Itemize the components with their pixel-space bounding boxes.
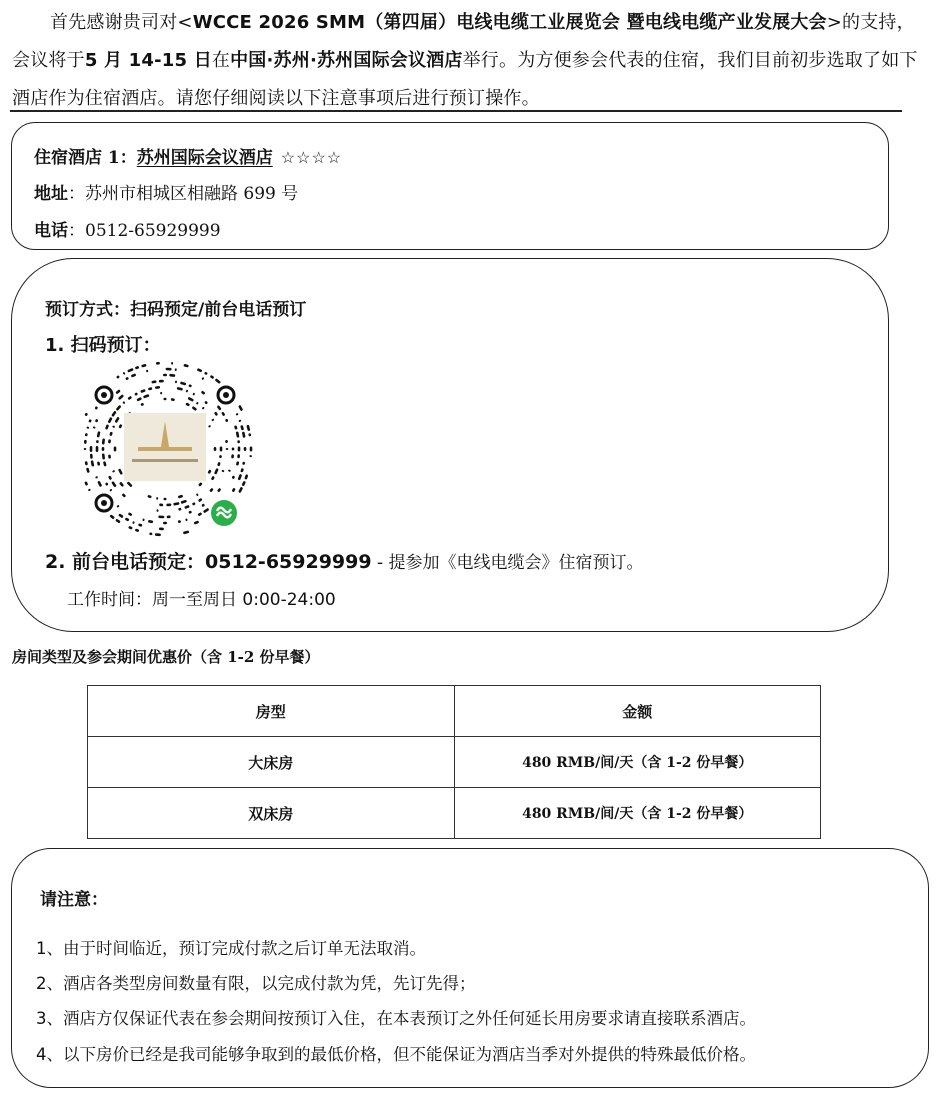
hotel-address-line (34, 179, 298, 204)
booking-method-box (11, 258, 889, 632)
hotel-phone: ：0512-65929999 (68, 221, 221, 241)
room-type-cell: 双床房 (88, 788, 455, 839)
front-desk-note: - 提参加《电线电缆会》住宿预订。 (371, 553, 644, 573)
star-rating: ☆☆☆☆ (280, 148, 343, 167)
intro-text-2: >的支持，会议将于 (12, 12, 915, 71)
room-price-title: 房间类型及参会期间优惠价（含 1-2 份早餐） (12, 648, 320, 666)
intro-text-1: 首先感谢贵司对< (50, 12, 193, 33)
hotel-label: 住宿酒店 1： (34, 148, 137, 168)
hotel-info-box (11, 122, 889, 250)
notice-item: 1、由于时间临近，预订完成付款之后订单无法取消。 (36, 939, 426, 958)
room-type-cell: 大床房 (88, 737, 455, 788)
working-hours: 工作时间：周一至周日 0:00-24:00 (67, 590, 336, 610)
intro-text-3: 在 (211, 50, 231, 71)
header-room-type: 房型 (88, 686, 455, 737)
hotel-name-line (34, 143, 342, 168)
wechat-mini-program-icon (211, 500, 237, 526)
price-cell: 480 RMB/间/天（含 1-2 份早餐） (454, 737, 821, 788)
mini-program-qr-code[interactable] (76, 361, 254, 539)
hotel-phone-line (34, 216, 221, 241)
intro-text-4: 举行。为方便参会代表的住宿，我们目前初步选取了如下酒店作为住宿酒店。请您仔细阅读以下注意事项后进行预订操作。 (12, 50, 918, 109)
scan-booking-label: 1. 扫码预订： (45, 335, 161, 356)
intro-paragraph (12, 4, 930, 118)
event-date: 5 月 14-15 日 (84, 50, 212, 71)
booking-title: 预订方式：扫码预定/前台电话预订 (45, 300, 307, 320)
notice-title: 请注意： (40, 890, 108, 910)
notice-item: 2、酒店各类型房间数量有限，以完成付款为凭，先订先得； (36, 974, 476, 993)
room-price-table (87, 685, 821, 839)
event-venue: 中国·苏州·苏州国际会议酒店 (230, 50, 463, 71)
header-price: 金额 (454, 686, 821, 737)
table-row (88, 737, 821, 788)
hotel-address: ：苏州市相城区相融路 699 号 (68, 184, 299, 204)
price-cell: 480 RMB/间/天（含 1-2 份早餐） (454, 788, 821, 839)
phone-label: 电话 (34, 221, 68, 241)
notice-box (11, 848, 929, 1088)
hotel-name: 苏州国际会议酒店 (136, 148, 273, 168)
front-desk-booking (45, 547, 644, 574)
table-header-row (88, 686, 821, 737)
event-name: WCCE 2026 SMM（第四届）电线电缆工业展览会 暨电线电缆产业发展大会 (192, 12, 827, 33)
address-label: 地址 (34, 184, 68, 204)
table-row (88, 788, 821, 839)
front-desk-phone: 2. 前台电话预定：0512-65929999 (45, 551, 372, 573)
divider-line (10, 110, 902, 112)
notice-item: 4、以下房价已经是我司能够争取到的最低价格，但不能保证为酒店当季对外提供的特殊最低价格。 (36, 1045, 756, 1064)
notice-item: 3、酒店方仅保证代表在参会期间按预订入住，在本表预订之外任何延长用房要求请直接联系酒店。 (36, 1009, 756, 1028)
qr-logo (124, 413, 206, 481)
